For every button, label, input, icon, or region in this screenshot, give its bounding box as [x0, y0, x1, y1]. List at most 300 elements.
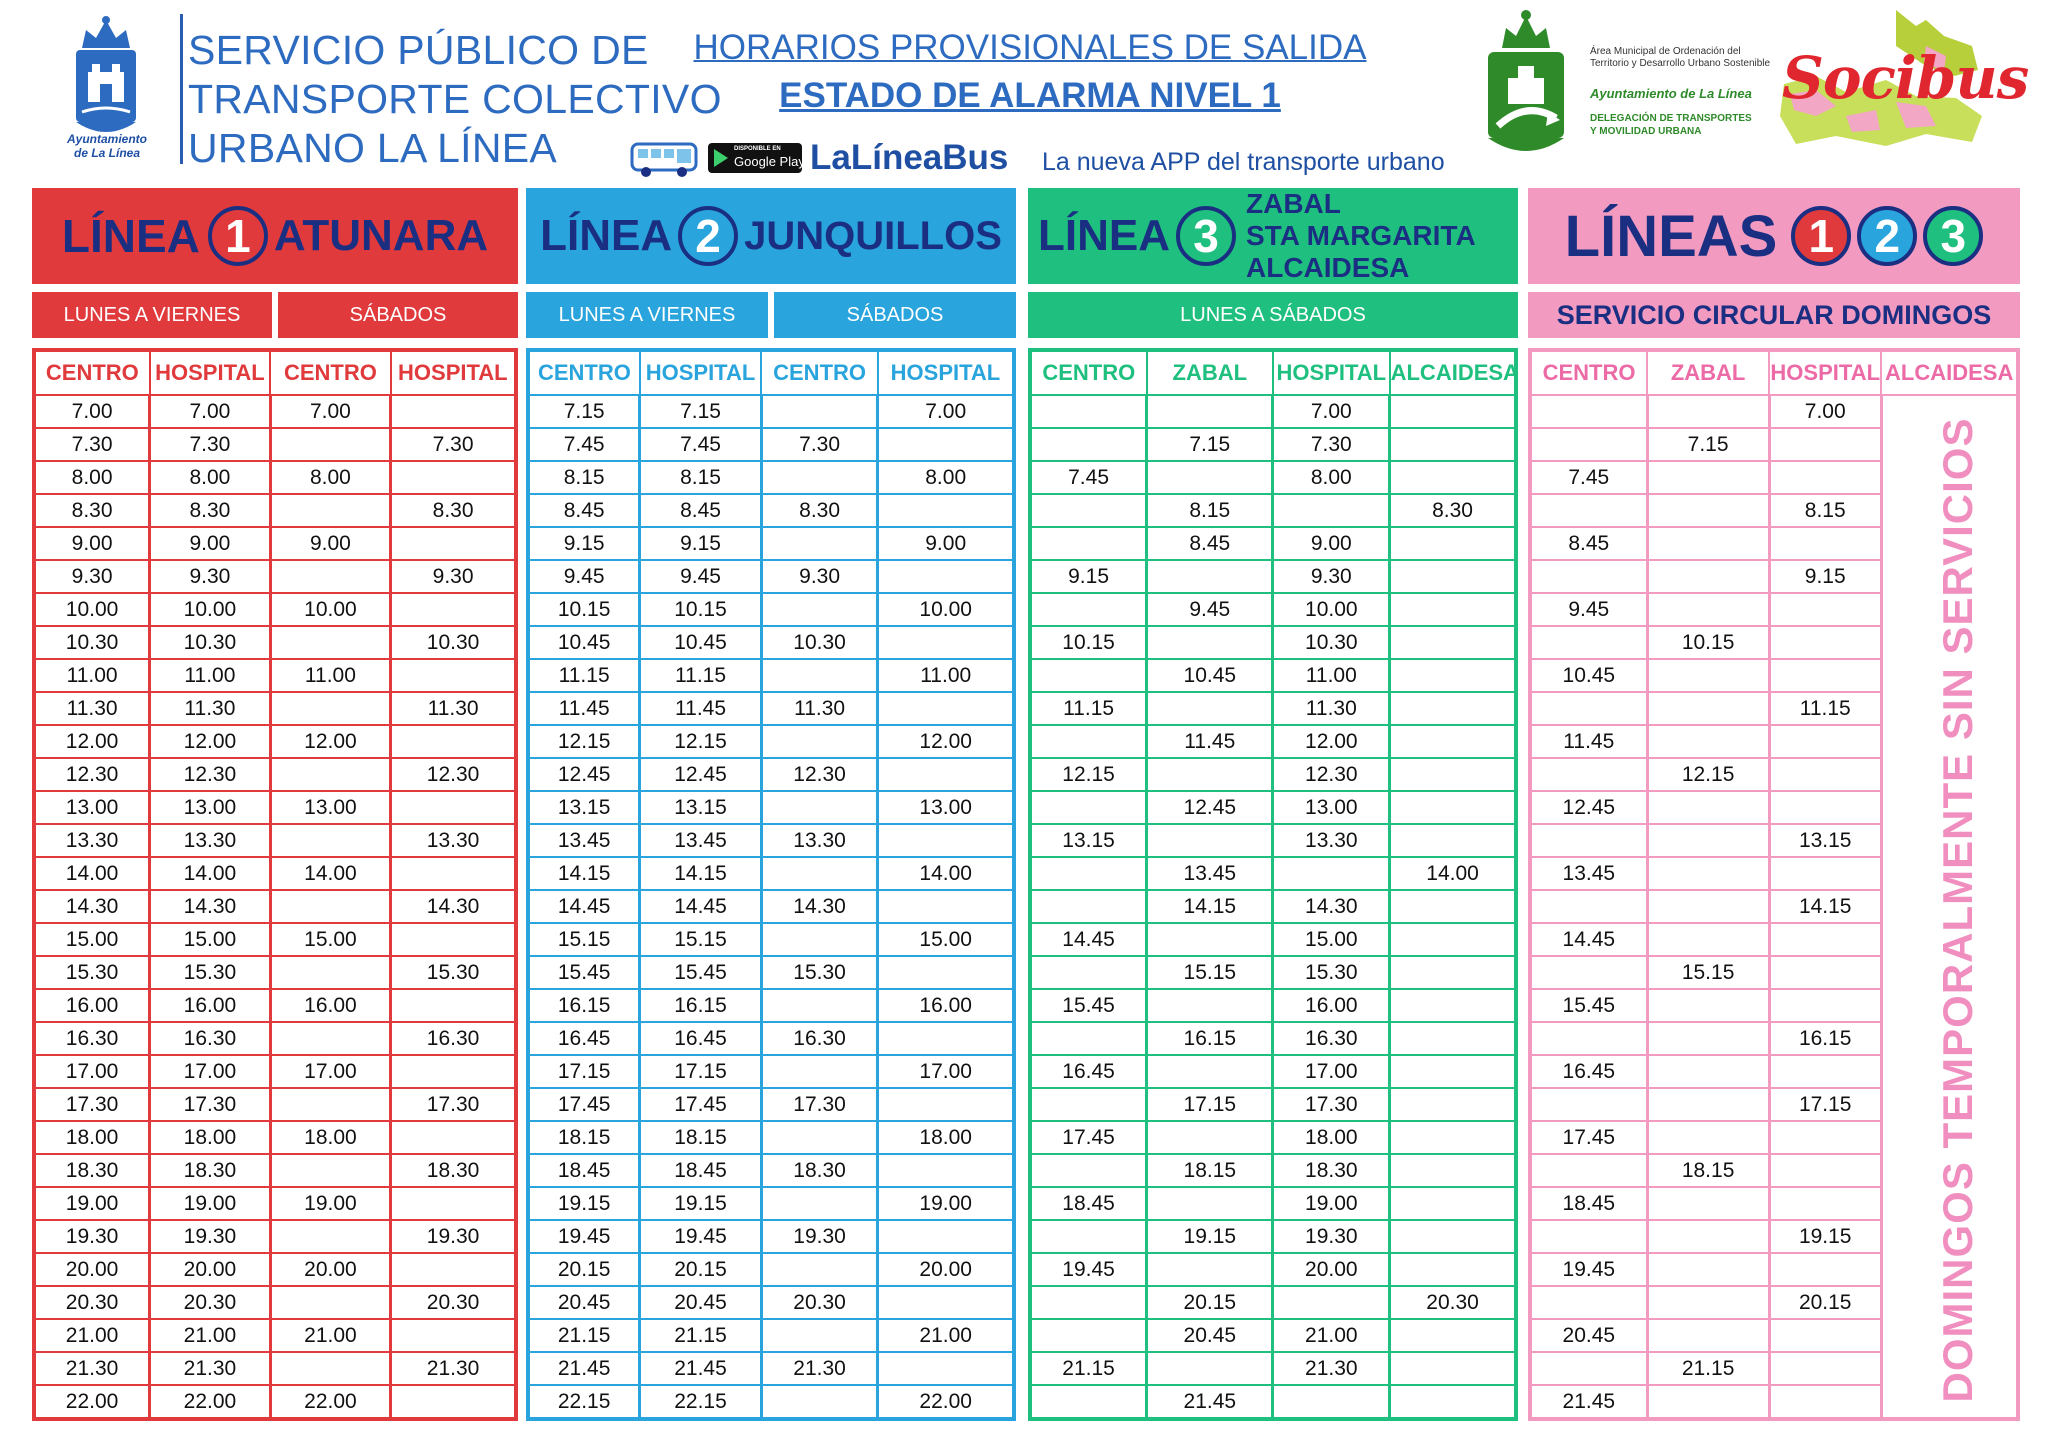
- table-header-row: [34, 350, 516, 395]
- time-cell: [1147, 824, 1273, 857]
- table-row: [1030, 857, 1516, 890]
- time-cell: 17.45: [528, 1088, 640, 1121]
- column-header: HOSPITAL: [640, 350, 762, 395]
- column-header: HOSPITAL: [1273, 350, 1390, 395]
- time-cell: [1273, 494, 1390, 527]
- line2-weekday-label: LUNES A VIERNES: [526, 292, 768, 338]
- time-cell: [1390, 626, 1516, 659]
- time-cell: 18.30: [34, 1154, 150, 1187]
- time-cell: 15.30: [391, 956, 516, 989]
- time-cell: [1647, 1319, 1769, 1352]
- time-cell: [1390, 1352, 1516, 1385]
- time-cell: 21.00: [1273, 1319, 1390, 1352]
- table-row: [1030, 1385, 1516, 1419]
- time-cell: 14.15: [528, 857, 640, 890]
- time-cell: [270, 494, 391, 527]
- line1-banner: [32, 188, 518, 284]
- time-cell: 12.15: [1030, 758, 1147, 791]
- table-row: [34, 1088, 516, 1121]
- time-cell: 16.30: [34, 1022, 150, 1055]
- time-cell: 20.15: [528, 1253, 640, 1286]
- time-cell: [1390, 395, 1516, 428]
- table-row: [1030, 758, 1516, 791]
- time-cell: [1647, 560, 1769, 593]
- time-cell: 10.30: [391, 626, 516, 659]
- time-cell: [1769, 1121, 1881, 1154]
- time-cell: [270, 1220, 391, 1253]
- time-cell: 10.45: [1147, 659, 1273, 692]
- time-cell: 15.30: [1273, 956, 1390, 989]
- time-cell: 13.45: [640, 824, 762, 857]
- time-cell: 17.45: [1530, 1121, 1647, 1154]
- table-row: [528, 1253, 1014, 1286]
- column-header: HOSPITAL: [391, 350, 516, 395]
- time-cell: 13.15: [640, 791, 762, 824]
- time-cell: 8.45: [1530, 527, 1647, 560]
- time-cell: [1030, 1319, 1147, 1352]
- time-cell: 15.00: [878, 923, 1014, 956]
- time-cell: [1390, 725, 1516, 758]
- line1-number-badge: 1: [208, 206, 268, 266]
- table-row: [34, 428, 516, 461]
- municipal-header: [40, 10, 722, 171]
- time-cell: 7.15: [1647, 428, 1769, 461]
- table-row: [34, 758, 516, 791]
- table-row: [528, 395, 1014, 428]
- table-row: [1030, 1220, 1516, 1253]
- table-row: [528, 989, 1014, 1022]
- time-cell: 19.00: [270, 1187, 391, 1220]
- time-cell: [1147, 1253, 1273, 1286]
- time-cell: [1769, 1253, 1881, 1286]
- time-cell: [391, 659, 516, 692]
- time-cell: 18.15: [1147, 1154, 1273, 1187]
- time-cell: [1647, 1385, 1769, 1419]
- time-cell: 10.00: [270, 593, 391, 626]
- table-row: [1030, 1088, 1516, 1121]
- time-cell: 8.45: [528, 494, 640, 527]
- time-cell: 21.15: [1647, 1352, 1769, 1385]
- time-cell: [878, 626, 1014, 659]
- time-cell: 14.00: [150, 857, 271, 890]
- time-cell: 17.15: [528, 1055, 640, 1088]
- time-cell: 17.15: [640, 1055, 762, 1088]
- column-header: HOSPITAL: [878, 350, 1014, 395]
- time-cell: 9.15: [528, 527, 640, 560]
- time-cell: [1769, 1319, 1881, 1352]
- time-cell: 21.00: [34, 1319, 150, 1352]
- time-cell: [761, 923, 878, 956]
- time-cell: 7.00: [34, 395, 150, 428]
- delegacion-text: DELEGACIÓN DE TRANSPORTES Y MOVILIDAD URBANA: [1590, 113, 1752, 137]
- time-cell: 12.45: [528, 758, 640, 791]
- time-cell: 13.15: [1030, 824, 1147, 857]
- time-cell: [391, 1319, 516, 1352]
- time-cell: 20.30: [150, 1286, 271, 1319]
- table-row: [34, 626, 516, 659]
- time-cell: 7.30: [761, 428, 878, 461]
- time-cell: 16.15: [1769, 1022, 1881, 1055]
- time-cell: 7.45: [528, 428, 640, 461]
- table-row: [1030, 1319, 1516, 1352]
- time-cell: [1647, 395, 1769, 428]
- time-cell: [1769, 659, 1881, 692]
- google-play-icon: [714, 149, 728, 167]
- time-cell: [1769, 989, 1881, 1022]
- area-municipal-text: Área Municipal de Ordenación del Territorio y Desarrollo Urbano Sostenible: [1590, 46, 1771, 69]
- time-cell: [1030, 890, 1147, 923]
- time-cell: 20.00: [1273, 1253, 1390, 1286]
- time-cell: [878, 692, 1014, 725]
- time-cell: [1030, 791, 1147, 824]
- time-cell: 8.15: [528, 461, 640, 494]
- time-cell: 21.30: [150, 1352, 271, 1385]
- table-row: [528, 461, 1014, 494]
- line2-word: LÍNEA: [540, 211, 673, 260]
- time-cell: 16.00: [150, 989, 271, 1022]
- table-header-row: [528, 350, 1014, 395]
- time-cell: 12.00: [878, 725, 1014, 758]
- time-cell: 16.30: [1273, 1022, 1390, 1055]
- time-cell: [1530, 824, 1647, 857]
- time-cell: [1390, 1088, 1516, 1121]
- time-cell: 10.45: [1530, 659, 1647, 692]
- line3-number-badge: 3: [1176, 206, 1236, 266]
- time-cell: 18.15: [528, 1121, 640, 1154]
- time-cell: [878, 1286, 1014, 1319]
- time-cell: [761, 1055, 878, 1088]
- time-cell: [878, 494, 1014, 527]
- table-row: [34, 890, 516, 923]
- time-cell: 18.30: [1273, 1154, 1390, 1187]
- table-row: [1030, 1286, 1516, 1319]
- table-row: [1030, 560, 1516, 593]
- time-cell: 9.30: [150, 560, 271, 593]
- time-cell: 19.30: [150, 1220, 271, 1253]
- time-cell: 18.15: [1647, 1154, 1769, 1187]
- time-cell: 12.30: [1273, 758, 1390, 791]
- time-cell: [391, 923, 516, 956]
- time-cell: 8.15: [640, 461, 762, 494]
- time-cell: [270, 956, 391, 989]
- table-row: [1030, 1352, 1516, 1385]
- table-row: [528, 1121, 1014, 1154]
- time-cell: [1530, 560, 1647, 593]
- time-cell: 17.00: [878, 1055, 1014, 1088]
- time-cell: 8.30: [391, 494, 516, 527]
- time-cell: 14.15: [640, 857, 762, 890]
- time-cell: [1030, 1088, 1147, 1121]
- time-cell: 9.45: [528, 560, 640, 593]
- line1-timetable: [32, 348, 518, 1421]
- line1-name: ATUNARA: [273, 211, 489, 260]
- table-row: [528, 1187, 1014, 1220]
- table-row: [34, 1286, 516, 1319]
- time-cell: [1390, 923, 1516, 956]
- time-cell: 11.30: [1273, 692, 1390, 725]
- time-cell: [1647, 1187, 1769, 1220]
- time-cell: 14.30: [391, 890, 516, 923]
- time-cell: [1647, 824, 1769, 857]
- time-cell: 17.00: [270, 1055, 391, 1088]
- table-row: [34, 1385, 516, 1419]
- table-row: [1030, 395, 1516, 428]
- time-cell: [1647, 1253, 1769, 1286]
- line2-number-badge: 2: [678, 206, 738, 266]
- time-cell: [1030, 956, 1147, 989]
- time-cell: 14.00: [878, 857, 1014, 890]
- column-header: HOSPITAL: [1769, 350, 1881, 395]
- time-cell: 11.45: [640, 692, 762, 725]
- time-cell: 15.15: [1147, 956, 1273, 989]
- table-row: [34, 989, 516, 1022]
- time-cell: [1769, 791, 1881, 824]
- time-cell: 11.15: [640, 659, 762, 692]
- time-cell: 19.45: [528, 1220, 640, 1253]
- table-row: [528, 1319, 1014, 1352]
- time-cell: 7.15: [528, 395, 640, 428]
- time-cell: [1390, 1220, 1516, 1253]
- time-cell: 7.30: [34, 428, 150, 461]
- time-cell: 7.45: [1530, 461, 1647, 494]
- table-row: [528, 560, 1014, 593]
- time-cell: [1769, 1055, 1881, 1088]
- time-cell: 17.00: [34, 1055, 150, 1088]
- table-header-row: [1530, 350, 2018, 395]
- time-cell: [1647, 1088, 1769, 1121]
- table-row: [1030, 527, 1516, 560]
- time-cell: [1530, 494, 1647, 527]
- table-row: [528, 923, 1014, 956]
- time-cell: [1147, 758, 1273, 791]
- time-cell: 20.45: [528, 1286, 640, 1319]
- time-cell: [270, 1088, 391, 1121]
- time-cell: [1147, 1187, 1273, 1220]
- table-row: [34, 1253, 516, 1286]
- time-cell: 14.45: [1530, 923, 1647, 956]
- table-row: [528, 494, 1014, 527]
- table-row: [528, 758, 1014, 791]
- time-cell: 12.00: [34, 725, 150, 758]
- time-cell: 8.00: [878, 461, 1014, 494]
- time-cell: 13.30: [34, 824, 150, 857]
- table-row: [1030, 461, 1516, 494]
- time-cell: [1147, 1055, 1273, 1088]
- table-row: [34, 725, 516, 758]
- time-cell: 9.00: [150, 527, 271, 560]
- time-cell: 12.45: [640, 758, 762, 791]
- time-cell: [270, 1286, 391, 1319]
- table-row: [1030, 1187, 1516, 1220]
- time-cell: 16.45: [528, 1022, 640, 1055]
- time-cell: [761, 659, 878, 692]
- line3-word: LÍNEA: [1038, 211, 1170, 260]
- time-cell: 16.45: [640, 1022, 762, 1055]
- time-cell: 10.00: [34, 593, 150, 626]
- app-promo: [630, 138, 1470, 184]
- time-cell: 20.45: [1530, 1319, 1647, 1352]
- time-cell: [1530, 956, 1647, 989]
- time-cell: [878, 758, 1014, 791]
- time-cell: 18.00: [878, 1121, 1014, 1154]
- time-cell: 9.45: [640, 560, 762, 593]
- table-row: [34, 857, 516, 890]
- time-cell: 21.15: [1030, 1352, 1147, 1385]
- time-cell: [878, 956, 1014, 989]
- time-cell: 8.00: [1273, 461, 1390, 494]
- time-cell: 21.30: [1273, 1352, 1390, 1385]
- time-cell: 12.00: [1273, 725, 1390, 758]
- time-cell: [270, 758, 391, 791]
- time-cell: [1390, 890, 1516, 923]
- time-cell: [1769, 1352, 1881, 1385]
- time-cell: 8.30: [1390, 494, 1516, 527]
- time-cell: [1030, 1022, 1147, 1055]
- time-cell: 19.15: [640, 1187, 762, 1220]
- time-cell: [1390, 1319, 1516, 1352]
- time-cell: 9.30: [391, 560, 516, 593]
- time-cell: 7.15: [1147, 428, 1273, 461]
- time-cell: 13.15: [528, 791, 640, 824]
- time-cell: 20.00: [270, 1253, 391, 1286]
- line3-name: [1246, 188, 1476, 284]
- time-cell: [1530, 890, 1647, 923]
- time-cell: 12.00: [270, 725, 391, 758]
- time-cell: 16.00: [270, 989, 391, 1022]
- time-cell: [1147, 989, 1273, 1022]
- time-cell: 15.15: [528, 923, 640, 956]
- time-cell: [391, 1187, 516, 1220]
- time-cell: 10.30: [150, 626, 271, 659]
- time-cell: [1390, 956, 1516, 989]
- time-cell: 16.00: [1273, 989, 1390, 1022]
- time-cell: [878, 560, 1014, 593]
- time-cell: 15.45: [1530, 989, 1647, 1022]
- time-cell: [1030, 494, 1147, 527]
- column-header: CENTRO: [528, 350, 640, 395]
- table-row: [528, 1352, 1014, 1385]
- time-cell: [1769, 1187, 1881, 1220]
- time-cell: 20.30: [761, 1286, 878, 1319]
- time-cell: [761, 1385, 878, 1419]
- table-row: [528, 890, 1014, 923]
- table-row: [1030, 1055, 1516, 1088]
- time-cell: 21.00: [270, 1319, 391, 1352]
- time-cell: 20.30: [391, 1286, 516, 1319]
- time-cell: [1769, 923, 1881, 956]
- time-cell: 20.00: [878, 1253, 1014, 1286]
- ayto-caption: Ayuntamiento de La Línea: [66, 132, 147, 160]
- table-row: [1030, 956, 1516, 989]
- time-cell: 22.00: [878, 1385, 1014, 1419]
- column-header: ZABAL: [1647, 350, 1769, 395]
- time-cell: [1030, 1286, 1147, 1319]
- time-cell: [1390, 1187, 1516, 1220]
- time-cell: 16.15: [528, 989, 640, 1022]
- time-cell: [1530, 758, 1647, 791]
- time-cell: 16.45: [1030, 1055, 1147, 1088]
- time-cell: [761, 1253, 878, 1286]
- time-cell: 9.30: [34, 560, 150, 593]
- time-cell: 9.45: [1530, 593, 1647, 626]
- time-cell: [270, 1352, 391, 1385]
- time-cell: 19.00: [1273, 1187, 1390, 1220]
- table-row: [1030, 1154, 1516, 1187]
- time-cell: [1273, 1286, 1390, 1319]
- time-cell: 22.00: [270, 1385, 391, 1419]
- time-cell: [1390, 824, 1516, 857]
- time-cell: [1030, 857, 1147, 890]
- time-cell: 20.00: [150, 1253, 271, 1286]
- time-cell: [1147, 626, 1273, 659]
- area-ayto: Ayuntamiento de La Línea: [1590, 86, 1752, 101]
- time-cell: [1647, 923, 1769, 956]
- time-cell: [1030, 659, 1147, 692]
- table-row: [34, 1055, 516, 1088]
- time-cell: 12.30: [761, 758, 878, 791]
- time-cell: 17.30: [391, 1088, 516, 1121]
- time-cell: 12.15: [528, 725, 640, 758]
- line3-name-line: ZABAL: [1246, 188, 1341, 219]
- time-cell: [1647, 1121, 1769, 1154]
- time-cell: 12.30: [391, 758, 516, 791]
- time-cell: [1647, 890, 1769, 923]
- time-cell: [1390, 758, 1516, 791]
- time-cell: 13.00: [270, 791, 391, 824]
- line1-weekday-label: LUNES A VIERNES: [32, 292, 272, 338]
- time-cell: 11.30: [761, 692, 878, 725]
- time-cell: 20.00: [34, 1253, 150, 1286]
- time-cell: 19.15: [1769, 1220, 1881, 1253]
- time-cell: 11.00: [270, 659, 391, 692]
- time-cell: [391, 791, 516, 824]
- time-cell: [761, 857, 878, 890]
- time-cell: [1147, 692, 1273, 725]
- time-cell: 13.00: [150, 791, 271, 824]
- time-cell: 11.00: [878, 659, 1014, 692]
- line1-saturday-label: SÁBADOS: [278, 292, 518, 338]
- table-row: [1030, 989, 1516, 1022]
- time-cell: [1647, 692, 1769, 725]
- column-header: CENTRO: [34, 350, 150, 395]
- time-cell: [1030, 1385, 1147, 1419]
- time-cell: 10.15: [528, 593, 640, 626]
- time-cell: 11.45: [1147, 725, 1273, 758]
- table-row: [34, 560, 516, 593]
- time-cell: 19.30: [1273, 1220, 1390, 1253]
- time-cell: [1769, 461, 1881, 494]
- time-cell: 8.45: [640, 494, 762, 527]
- time-cell: [1390, 593, 1516, 626]
- time-cell: 13.45: [1147, 857, 1273, 890]
- socibus-brand: Socibus: [1782, 44, 2029, 112]
- time-cell: [1530, 1154, 1647, 1187]
- time-cell: 14.30: [34, 890, 150, 923]
- time-cell: 7.15: [640, 395, 762, 428]
- service-title-line: URBANO LA LÍNEA: [188, 125, 558, 171]
- line2-saturday-label: SÁBADOS: [774, 292, 1016, 338]
- google-play-badge[interactable]: DISPONIBLE EN Google Play: [708, 143, 802, 173]
- table-row: [34, 1154, 516, 1187]
- time-cell: 8.30: [34, 494, 150, 527]
- time-cell: 13.00: [1273, 791, 1390, 824]
- time-cell: [1769, 626, 1881, 659]
- time-cell: [1030, 527, 1147, 560]
- time-cell: 18.00: [270, 1121, 391, 1154]
- time-cell: [878, 428, 1014, 461]
- time-cell: 21.45: [1147, 1385, 1273, 1419]
- time-cell: [1390, 692, 1516, 725]
